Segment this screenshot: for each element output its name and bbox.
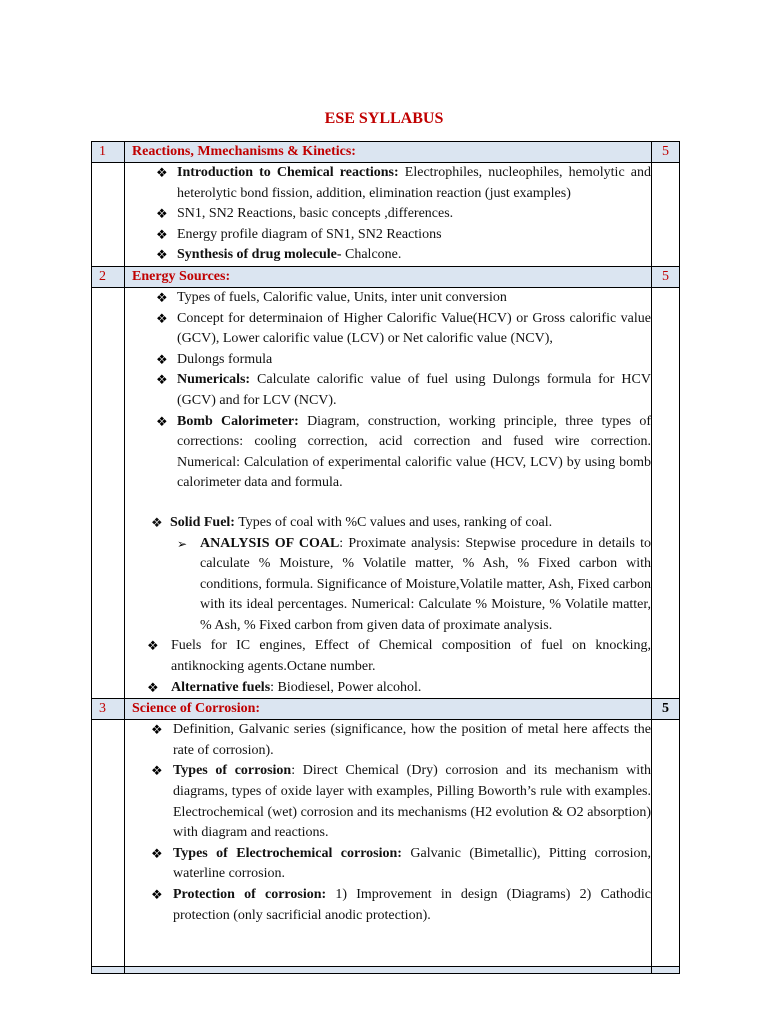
diamond-bullet-icon: ❖ [147, 679, 159, 695]
diamond-bullet-icon: ❖ [151, 722, 163, 738]
list-item: ❖ Fuels for IC engines, Effect of Chemical composition of fuel on knocking, antiknocking agents.Octane number. [147, 638, 651, 675]
sub-topic-list [125, 534, 651, 637]
section-body [92, 163, 680, 267]
list-item: ❖ SN1, SN2 Reactions, basic concepts ,differences. [125, 204, 651, 225]
arrow-bullet-icon: ➢ [177, 536, 188, 551]
list-item: ❖ Dulongs formula [125, 350, 651, 371]
section-title: Energy Sources: [125, 266, 652, 287]
list-item: ❖ Bomb Calorimeter: Diagram, construction, working principle, three types of corrections: cooling correction, acid correction and fused wire correction. Numerical: Calculation of experimental calorific value (HCV, LCV) by using bomb calorimeter data and formula. [156, 413, 651, 491]
topic-list [125, 636, 651, 698]
diamond-bullet-icon: ❖ [156, 351, 168, 367]
topic-list [125, 163, 651, 266]
section-title: Science of Corrosion: [125, 699, 652, 720]
list-item: ❖ Alternative fuels: Biodiesel, Power alcohol. [125, 678, 651, 699]
list-item: ➢ ANALYSIS OF COAL: Proximate analysis: Stepwise procedure in details to calculate % Moisture, % Volatile matter, % Ash, % Fixed carbon with conditions, formula. Significance of Moisture,Volatile matter, Ash, Fixed carbon with its ideal percentages. Numerical: Calculate % Moisture, % Volatile matter, % Ash, % Fixed carbon from given data of proximate analysis. [177, 535, 651, 633]
diamond-bullet-icon: ❖ [156, 165, 168, 180]
diamond-bullet-icon: ❖ [151, 887, 163, 902]
section-count: 5 [652, 266, 680, 287]
syllabus-table [91, 141, 680, 974]
diamond-bullet-icon: ❖ [156, 310, 168, 326]
diamond-bullet-icon: ❖ [151, 845, 163, 861]
diamond-bullet-icon: ❖ [151, 514, 163, 530]
section-count: 5 [652, 142, 680, 163]
topic-list [125, 288, 651, 494]
diamond-bullet-icon: ❖ [156, 226, 168, 242]
diamond-bullet-icon: ❖ [156, 372, 168, 388]
list-item: ❖ Types of fuels, Calorific value, Units, inter unit conversion [125, 288, 651, 309]
section-number: 2 [92, 266, 125, 287]
list-item: ❖ Protection of corrosion: 1) Improvement in design (Diagrams) 2) Cathodic protection (only sacrificial anodic protection). [151, 887, 652, 923]
list-item: ❖ Definition, Galvanic series (significance, how the position of metal here affects the rate of corrosion). [151, 722, 651, 758]
diamond-bullet-icon: ❖ [151, 763, 163, 779]
page-title: ESE SYLLABUS [324, 110, 444, 127]
diamond-bullet-icon: ❖ [156, 247, 168, 263]
list-item: ❖ Synthesis of drug molecule- Chalcone. [125, 245, 651, 266]
table-footer-row [92, 967, 680, 974]
solid-fuel-item: ❖ Solid Fuel: Types of coal with %C values and uses, ranking of coal. [125, 513, 651, 534]
section-header [92, 142, 680, 163]
diamond-bullet-icon: ❖ [156, 413, 168, 429]
section-number: 3 [92, 699, 125, 720]
diamond-bullet-icon: ❖ [156, 206, 168, 222]
section-count: 5 [652, 699, 680, 720]
list-item: ❖ Introduction to Chemical reactions: Electrophiles, nucleophiles, hemolytic and heterolytic bond fission, addition, elimination reaction (just examples) [156, 165, 652, 201]
section-title: Reactions, Mmechanisms & Kinetics: [125, 142, 652, 163]
list-item: ❖ Numericals: Calculate calorific value of fuel using Dulongs formula for HCV (GCV) and for LCV (NCV). [156, 372, 651, 408]
section-body [92, 720, 680, 967]
section-header [92, 699, 680, 720]
diamond-bullet-icon: ❖ [147, 638, 159, 654]
list-item: ❖ Concept for determinaion of Higher Calorific Value(HCV) or Gross calorific value (GCV), Lower calorific value (LCV) or Net calorific value (NCV), [156, 310, 651, 347]
list-item: ❖ Energy profile diagram of SN1, SN2 Reactions [125, 225, 651, 246]
list-item: ❖ Types of Electrochemical corrosion: Galvanic (Bimetallic), Pitting corrosion, waterline corrosion. [151, 845, 651, 882]
topic-list [125, 720, 651, 926]
section-number: 1 [92, 142, 125, 163]
section-header [92, 266, 680, 287]
section-body [92, 287, 680, 698]
diamond-bullet-icon: ❖ [156, 289, 168, 305]
list-item: ❖ Types of corrosion: Direct Chemical (Dry) corrosion and its mechanism with diagrams, types of oxide layer with examples, Pilling Boworth’s rule with examples. Electrochemical (wet) corrosion and its mechanisms (H2 evolution & O2 absorption) with diagram and reactions. [151, 763, 651, 841]
